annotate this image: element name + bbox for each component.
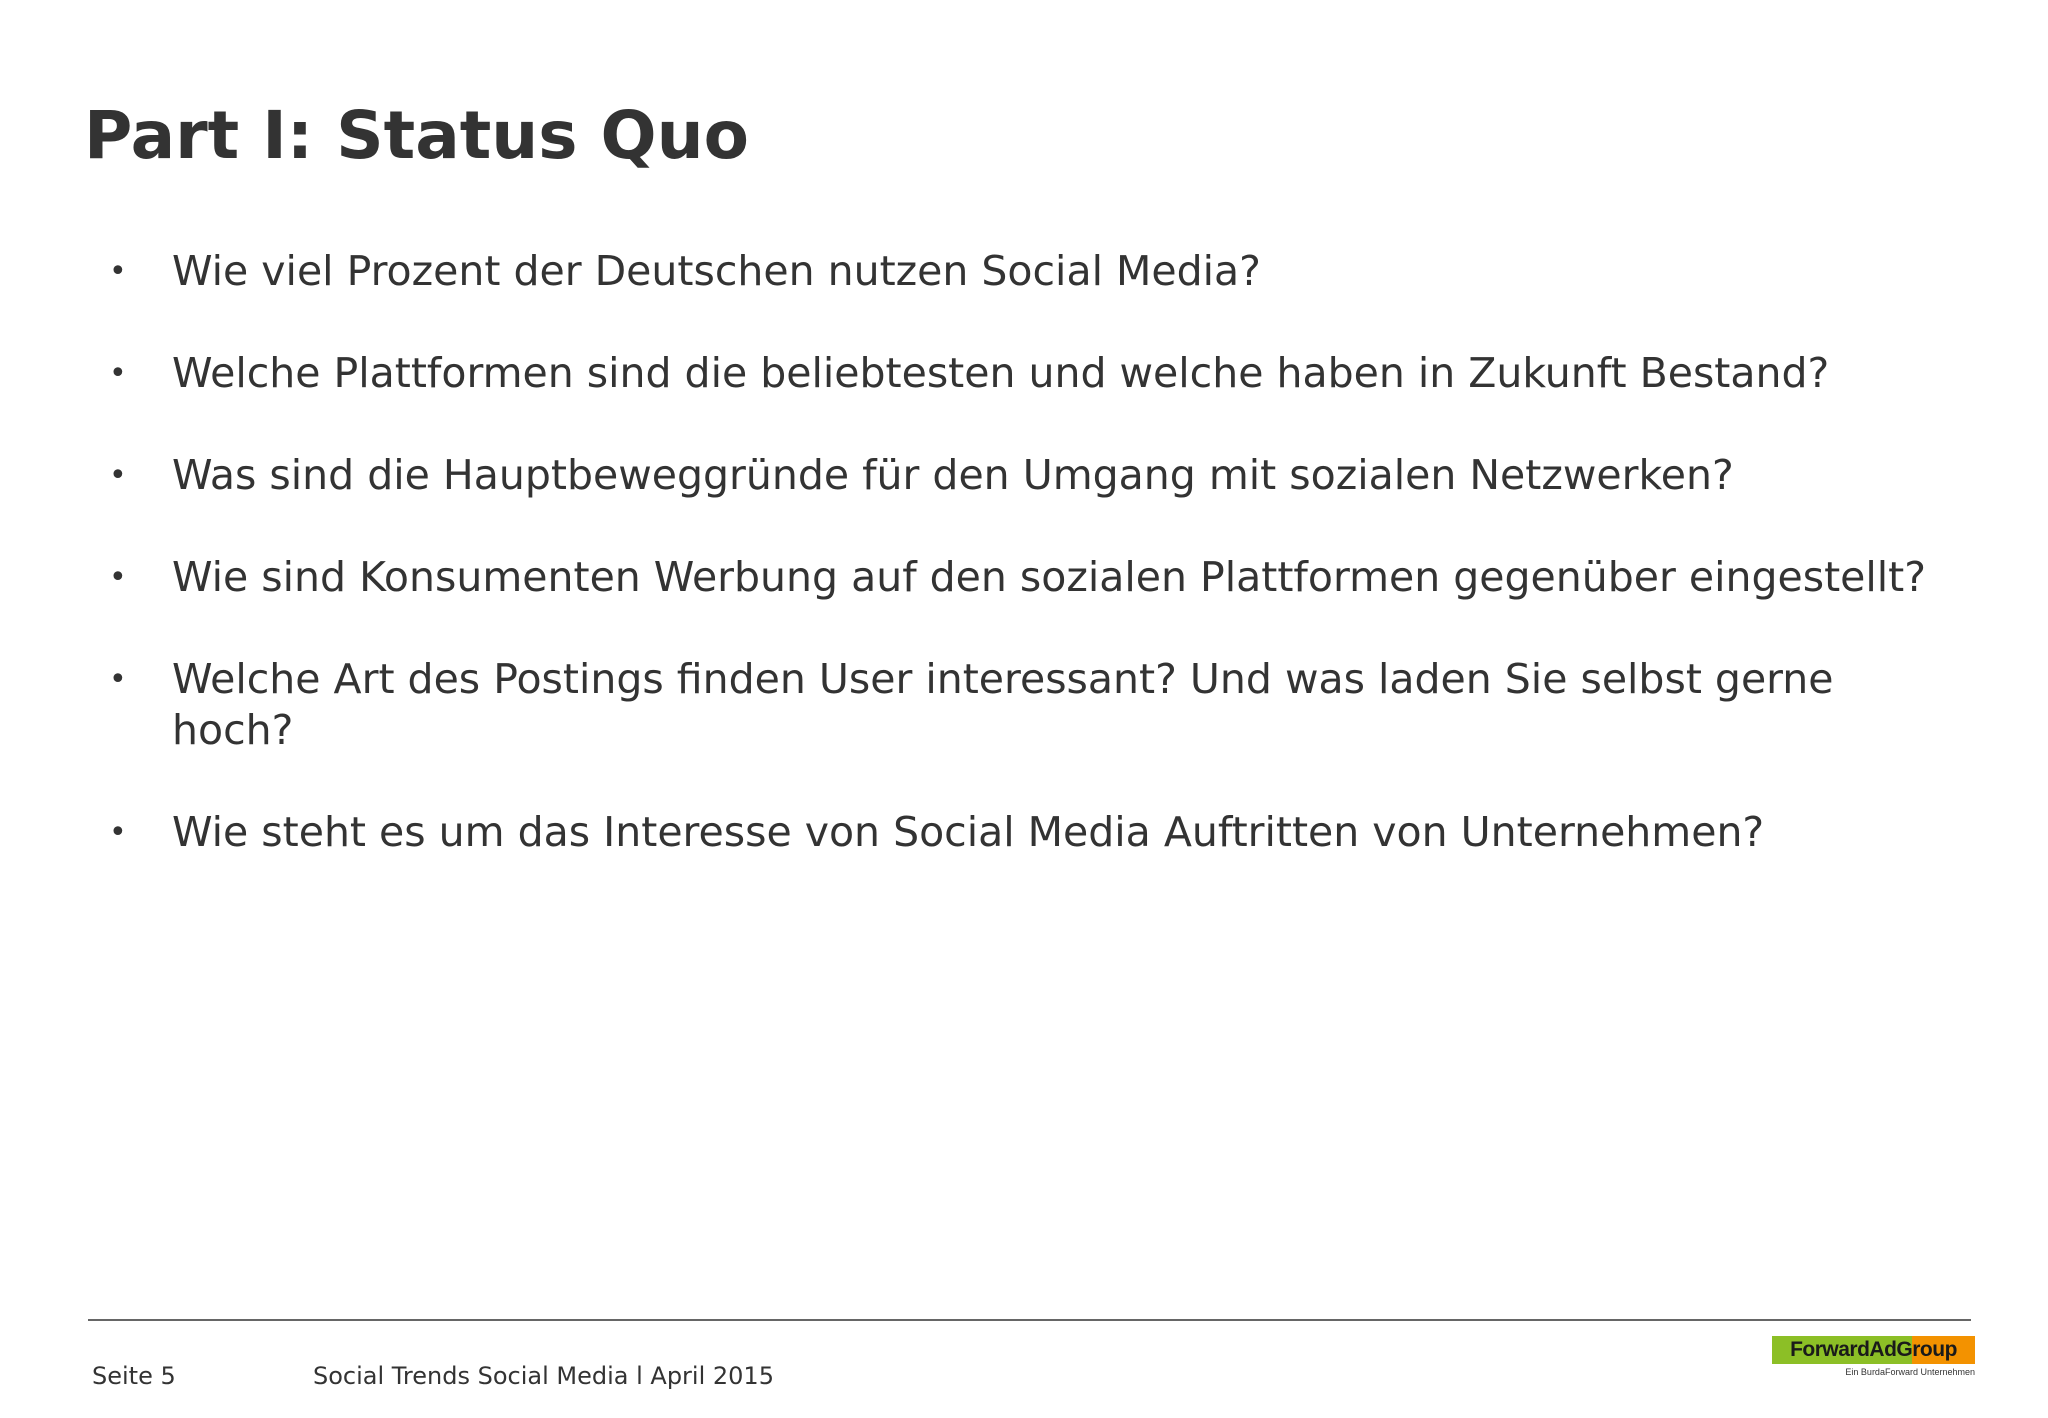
bullet-text: Welche Plattformen sind die beliebtesten und welche haben in Zukunft Bestand? [172,349,1830,397]
list-item [104,246,1964,297]
list-item [104,807,1964,858]
footer-divider [88,1319,1971,1321]
list-item [104,348,1964,399]
footer-source: Social Trends Social Media l April 2015 [313,1362,774,1390]
bullet-icon: • [109,815,127,850]
forwardadgroup-logo [1772,1336,1975,1378]
bullet-icon: • [109,662,127,697]
bullet-icon: • [109,356,127,391]
list-item [104,552,1964,603]
bullet-icon: • [109,458,127,493]
page-number: Seite 5 [92,1362,176,1390]
bullet-text: Was sind die Hauptbeweggründe für den Umgang mit sozialen Netzwerken? [172,451,1734,499]
logo-tagline: Ein BurdaForward Unternehmen [1845,1367,1975,1377]
slide-title: Part I: Status Quo [84,97,749,174]
logo-bar [1772,1336,1975,1364]
bullet-text: Welche Art des Postings finden User interessant? Und was laden Sie selbst gerne hoch? [172,655,1834,754]
question-list [104,246,1964,858]
bullet-text: Wie viel Prozent der Deutschen nutzen Social Media? [172,247,1261,295]
list-item [104,450,1964,501]
bullet-icon: • [109,254,127,289]
bullet-text: Wie sind Konsumenten Werbung auf den sozialen Plattformen gegenüber eingestellt? [172,553,1927,601]
logo-wordmark: ForwardAdGroup [1790,1338,1957,1361]
list-item [104,654,1964,756]
bullet-icon: • [109,560,127,595]
bullet-text: Wie steht es um das Interesse von Social Media Auftritten von Unternehmen? [172,808,1765,856]
